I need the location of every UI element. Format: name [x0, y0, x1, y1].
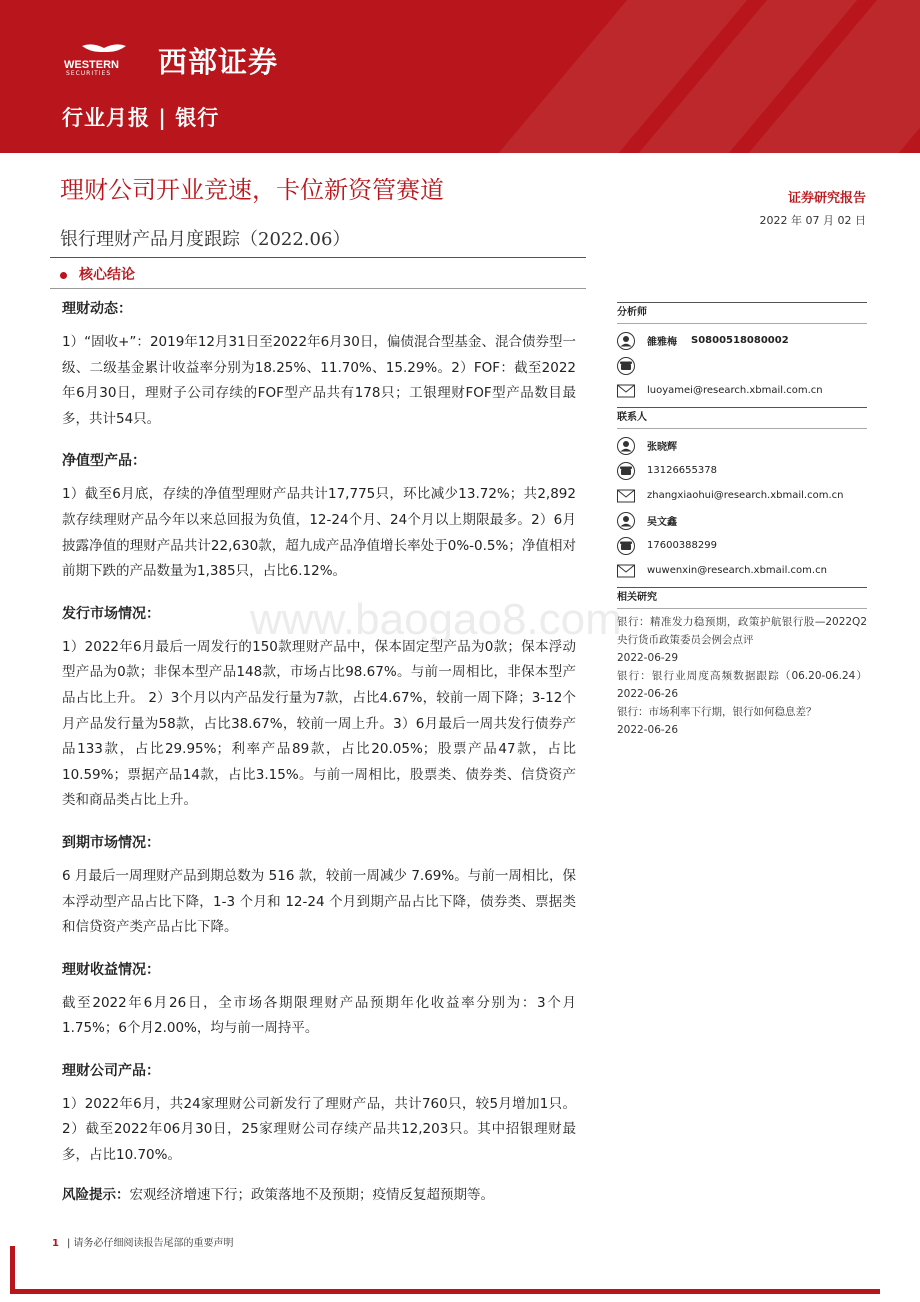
- contact-phone-row: [617, 458, 867, 483]
- divider: [50, 288, 586, 289]
- contact-row: [617, 508, 867, 533]
- footer-accent: [10, 1246, 15, 1294]
- analyst-email-row: [617, 378, 867, 403]
- contact-email-row: [617, 483, 867, 508]
- analyst-cert: S0800518080002: [691, 335, 789, 346]
- analyst-phone-row: [617, 353, 867, 378]
- section-title: 到期市场情况：: [62, 834, 160, 851]
- contact-row: [617, 433, 867, 458]
- sidebar: [617, 302, 867, 739]
- header-banner: [0, 0, 920, 153]
- contact-email-row: [617, 558, 867, 583]
- analyst-name: 雒雅梅: [647, 337, 677, 348]
- related-date: 2022-06-29: [617, 652, 679, 664]
- core-heading-label: 核心结论: [79, 267, 135, 283]
- risk-label: 风险提示：: [62, 1186, 130, 1203]
- logo-cn: 西部证券: [158, 45, 279, 79]
- bullet-dot-icon: [60, 272, 67, 279]
- contact-heading: 联系人: [617, 407, 867, 429]
- contact-email[interactable]: wuwenxin@research.xbmail.com.cn: [647, 565, 827, 576]
- page-number: 1: [52, 1238, 59, 1249]
- contact-phone: 13126655378: [647, 465, 717, 476]
- related-heading: 相关研究: [617, 587, 867, 609]
- section-title: 理财公司产品：: [62, 1062, 160, 1079]
- section-text: 1）“固收+”：2019年12月31日至2022年6月30日，偏债混合型基金、混合债券型一级、二级基金累计收益率分别为18.25%、11.70%、15.29%。2）FOF：截至2022年6月30日，理财子公司存续的FOF型产品共有178只；工银理财FOF型产品数目最多，共计54只。: [62, 334, 576, 427]
- footer: [52, 1234, 234, 1249]
- divider: [50, 257, 586, 258]
- section-text: 1）2022年6月，共24家理财公司新发行了理财产品，共计760只，较5月增加1只。2）截至2022年06月30日，25家理财公司存续产品共12,203只。其中招银理财最多，占比10.70%。: [62, 1095, 576, 1164]
- contact-name: 吴文鑫: [647, 517, 677, 528]
- risk-text: 宏观经济增速下行；政策落地不及预期；疫情反复超预期等。: [129, 1186, 494, 1203]
- logo-en: WESTERN: [64, 59, 119, 71]
- analyst-row: [617, 328, 867, 353]
- report-type: 证券研究报告: [787, 191, 866, 206]
- related-date: 2022-06-26: [617, 688, 679, 700]
- related-title: 银行：市场利率下行期，银行如何稳息差？: [617, 706, 817, 718]
- related-title: 银行：精准发力稳预期，政策护航银行股—2022Q2 央行货币政策委员会例会点评: [617, 616, 867, 646]
- email-icon: [617, 487, 635, 505]
- section-title: 理财收益情况：: [62, 961, 160, 978]
- section-text: 截至2022年6月26日，全市场各期限理财产品预期年化收益率分别为：3个月1.75%；6个月2.00%，均与前一周持平。: [62, 994, 576, 1037]
- risk-warning: [62, 1183, 576, 1209]
- phone-icon: [617, 462, 635, 480]
- person-icon: [617, 332, 635, 350]
- phone-icon: [617, 537, 635, 555]
- footer-notice: | 请务必仔细阅读报告尾部的重要声明: [66, 1238, 234, 1249]
- report-date: 2022 年 07 月 02 日: [759, 214, 866, 227]
- report-subtitle: 银行理财产品月度跟踪（2022.06）: [60, 229, 351, 250]
- analyst-heading: 分析师: [617, 302, 867, 324]
- main-content: [62, 294, 576, 1208]
- footer-accent: [10, 1289, 880, 1294]
- section-title: 发行市场情况：: [62, 605, 160, 622]
- report-title: 理财公司开业竞速，卡位新资管赛道: [60, 176, 444, 204]
- email-icon: [617, 562, 635, 580]
- person-icon: [617, 437, 635, 455]
- related-item[interactable]: [617, 667, 867, 703]
- contact-phone-row: [617, 533, 867, 558]
- section-title: 净值型产品：: [62, 453, 146, 470]
- section-text: 1）截至6月底，存续的净值型理财产品共计17,775只，环比减少13.72%；共2,892款存续理财产品今年以来总回报为负值，12-24个月、24个月以上期限最多。2）6月披露净值的理财产品共计22,630款，超九成产品净值增长率处于0%-0.5%；净值相对前期下跌的产品数量为1,385只，占比6.12%。: [62, 486, 576, 580]
- section-text: 6 月最后一周理财产品到期总数为 516 款，较前一周减少 7.69%。与前一周相比，保本浮动型产品占比下降，1-3 个月和 12-24 个月到期产品占比下降，债券类、票据类和信贷资产类产品占比下降。: [62, 867, 576, 936]
- report-category: 行业月报 | 银行: [62, 105, 220, 130]
- related-item[interactable]: [617, 613, 867, 667]
- section-title: 理财动态：: [62, 301, 132, 317]
- related-item[interactable]: [617, 703, 867, 739]
- person-icon: [617, 512, 635, 530]
- contact-name: 张晓辉: [647, 442, 677, 453]
- logo-sub: SECURITIES: [66, 70, 112, 77]
- section-text: 1）2022年6月最后一周发行的150款理财产品中，保本固定型产品为0款；保本浮动型产品为0款；非保本型产品148款，市场占比98.67%。与前一周相比，非保本型产品占比上升。 2）3个月以内产品发行量为7款，占比4.67%，较前一周下降；3-12个月产品发行量为58款，占比38.67%，较前一周上升。3）6月最后一周共发行债券产品133款，占比29.95%；利率产品89款，占比20.05%；股票产品47款，占比10.59%；票据产品14款，占比3.15%。与前一周相比，股票类、债券类、信贷资产类和商品类占比上升。: [62, 638, 576, 809]
- email-icon: [617, 382, 635, 400]
- phone-icon: [617, 357, 635, 375]
- related-date: 2022-06-26: [617, 724, 679, 736]
- core-heading: [60, 264, 135, 284]
- related-title: 银行：银行业周度高频数据跟踪（06.20-06.24）: [617, 670, 867, 682]
- contact-email[interactable]: zhangxiaohui@research.xbmail.com.cn: [647, 490, 844, 501]
- watermark: www.baogao8.com: [250, 595, 622, 644]
- contact-phone: 17600388299: [647, 540, 717, 551]
- analyst-email[interactable]: luoyamei@research.xbmail.com.cn: [647, 385, 823, 396]
